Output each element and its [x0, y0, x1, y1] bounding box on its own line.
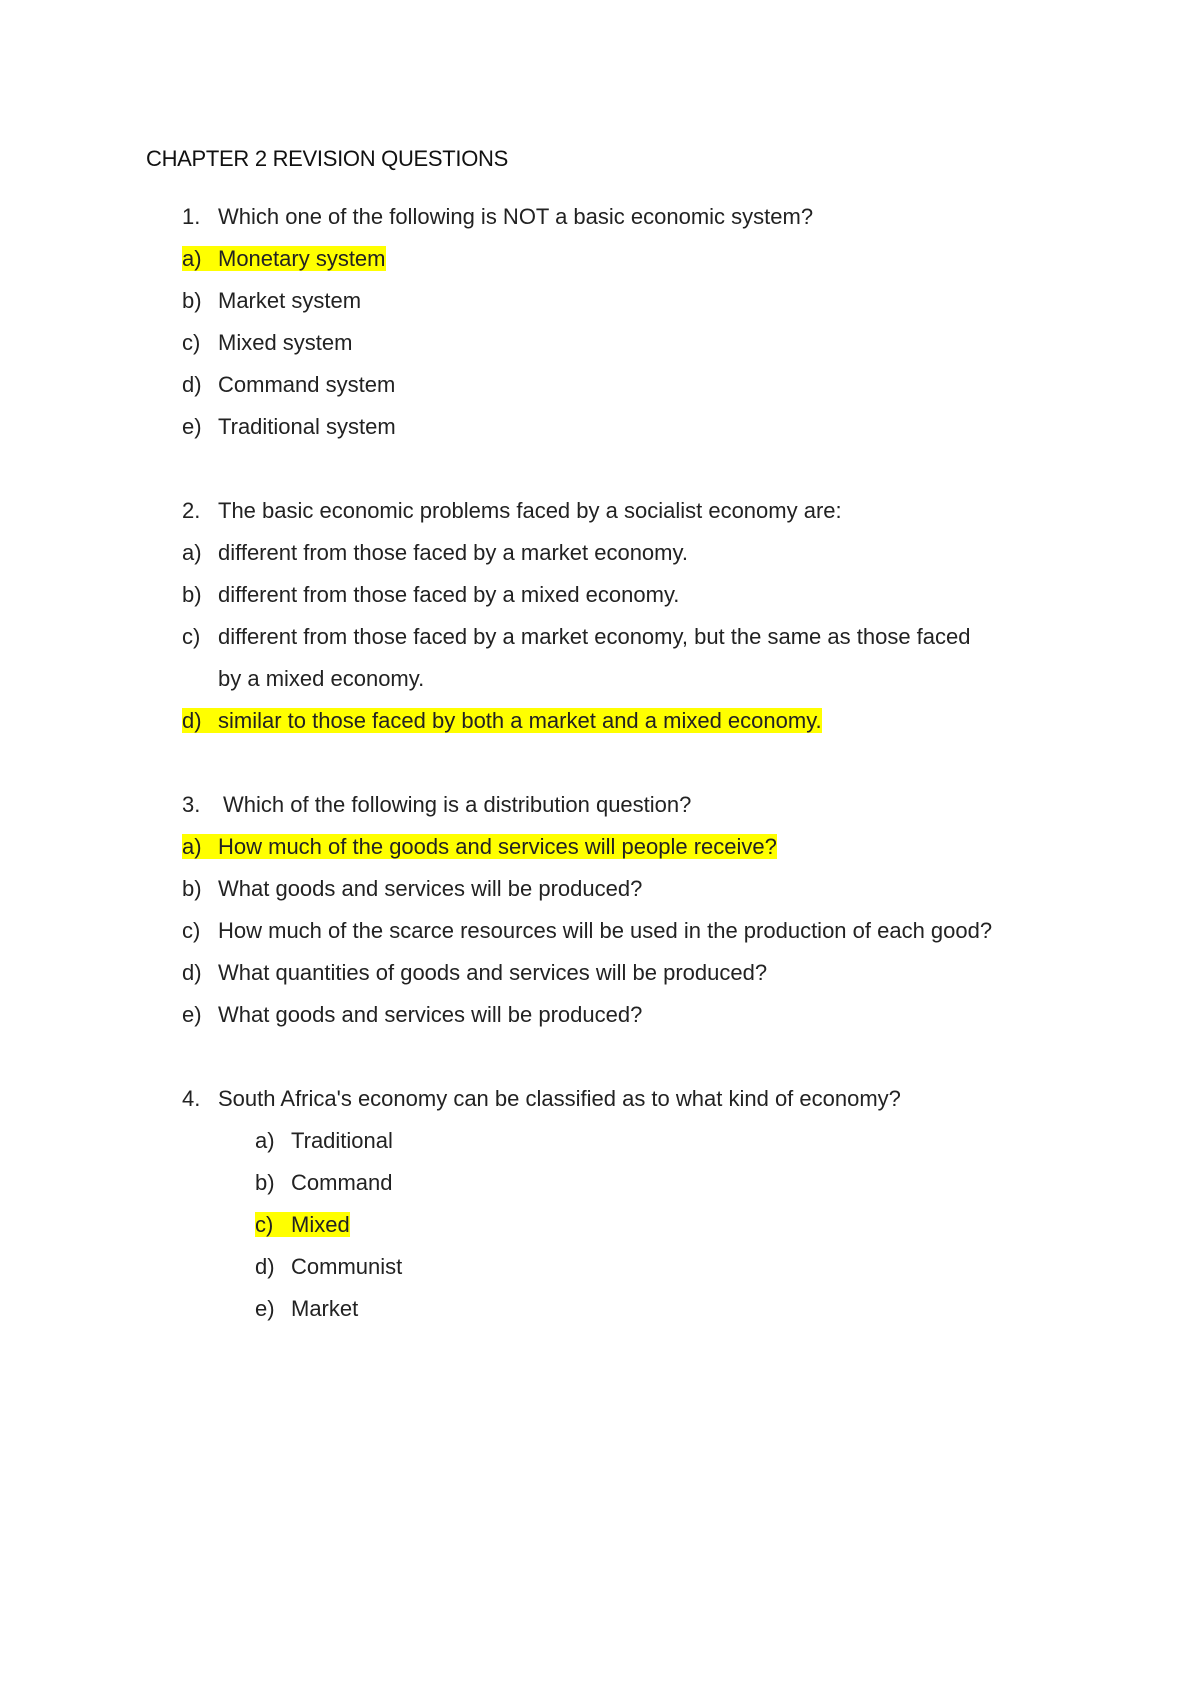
option-letter: d)	[182, 372, 202, 397]
option-letter: e)	[255, 1296, 275, 1321]
option-text: What goods and services will be produced?	[218, 1002, 643, 1027]
question-number: 4.	[182, 1086, 201, 1111]
answer-option	[182, 413, 396, 441]
option-letter: b)	[182, 288, 202, 313]
answer-option	[182, 833, 777, 861]
option-text: Traditional system	[218, 414, 396, 439]
question-2	[182, 497, 842, 525]
option-text: different from those faced by a market economy, but the same as those faced	[218, 624, 971, 649]
option-text: Command	[291, 1170, 393, 1195]
answer-option	[182, 329, 352, 357]
answer-option	[182, 1001, 642, 1029]
option-letter: b)	[255, 1170, 275, 1195]
question-number: 2.	[182, 498, 201, 523]
question-number: 3.	[182, 792, 201, 817]
option-letter: b)	[182, 582, 202, 607]
option-text: What goods and services will be produced?	[218, 876, 643, 901]
question-text: The basic economic problems faced by a socialist economy are:	[218, 498, 842, 523]
option-text: Mixed system	[218, 330, 353, 355]
option-text: Mixed	[291, 1212, 350, 1237]
question-4	[182, 1085, 901, 1113]
option-letter: e)	[182, 414, 202, 439]
option-letter: d)	[182, 960, 202, 985]
question-3	[182, 791, 691, 819]
option-text: Market	[291, 1296, 359, 1321]
question-text: Which of the following is a distribution question?	[223, 792, 692, 817]
option-text: different from those faced by a mixed economy.	[218, 582, 680, 607]
answer-option	[182, 371, 395, 399]
option-text: Market system	[218, 288, 362, 313]
answer-option	[182, 917, 992, 945]
option-letter: c)	[182, 330, 201, 355]
answer-option	[182, 287, 361, 315]
answer-option	[182, 959, 767, 987]
option-letter: d)	[255, 1254, 275, 1279]
option-letter: d)	[182, 708, 202, 733]
answer-option	[255, 1295, 358, 1323]
answer-option	[255, 1169, 392, 1197]
option-text: How much of the goods and services will people receive?	[218, 834, 777, 859]
option-text: similar to those faced by both a market and a mixed economy.	[218, 708, 822, 733]
option-letter: e)	[182, 1002, 202, 1027]
option-continuation	[218, 665, 424, 693]
answer-option	[255, 1211, 350, 1239]
answer-option	[182, 245, 386, 273]
option-text: What quantities of goods and services will be produced?	[218, 960, 768, 985]
answer-option	[182, 581, 679, 609]
option-letter: a)	[182, 540, 202, 565]
page-title: CHAPTER 2 REVISION QUESTIONS	[146, 146, 509, 171]
answer-option	[182, 875, 642, 903]
option-text: different from those faced by a market economy.	[218, 540, 688, 565]
answer-option	[182, 539, 688, 567]
question-text: South Africa's economy can be classified as to what kind of economy?	[218, 1086, 901, 1111]
question-text: Which one of the following is NOT a basic economic system?	[218, 204, 814, 229]
answer-option	[255, 1253, 402, 1281]
option-text: Command system	[218, 372, 396, 397]
option-text: Traditional	[291, 1128, 393, 1153]
question-1	[182, 203, 813, 231]
option-text: How much of the scarce resources will be used in the production of each good?	[218, 918, 993, 943]
option-text-continued: by a mixed economy.	[218, 666, 425, 691]
option-letter: b)	[182, 876, 202, 901]
option-letter: a)	[255, 1128, 275, 1153]
question-number: 1.	[182, 204, 201, 229]
option-text: Monetary system	[218, 246, 386, 271]
answer-option	[182, 707, 822, 735]
option-letter: c)	[182, 918, 201, 943]
option-text: Communist	[291, 1254, 403, 1279]
answer-option	[255, 1127, 393, 1155]
option-letter: a)	[182, 246, 202, 271]
option-letter: a)	[182, 834, 202, 859]
option-letter: c)	[255, 1212, 274, 1237]
option-letter: c)	[182, 624, 201, 649]
answer-option	[182, 623, 970, 651]
